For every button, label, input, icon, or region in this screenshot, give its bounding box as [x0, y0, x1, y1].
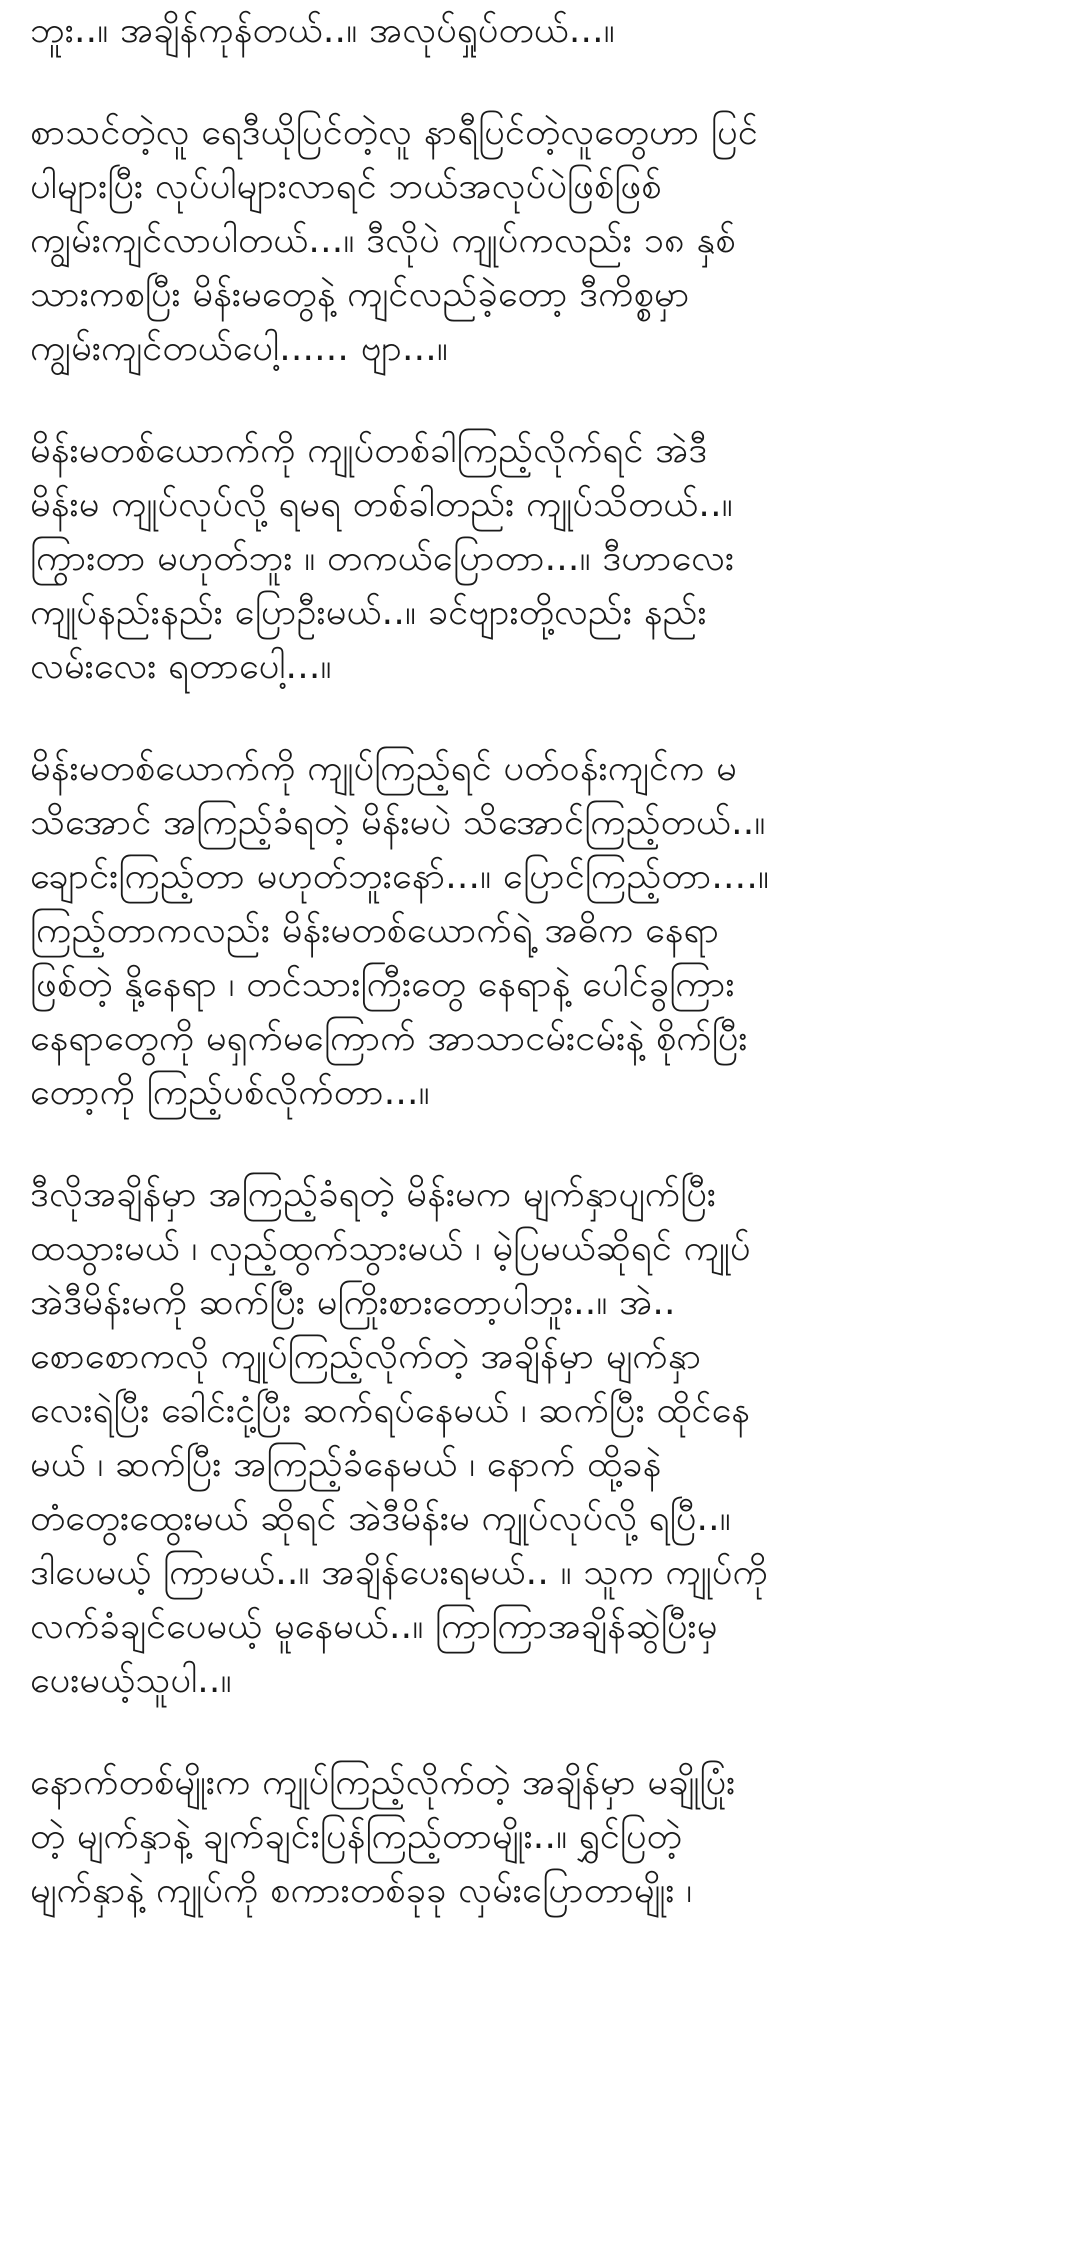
- paragraph-4: မိန်းမတစ်ယောက်ကို ကျုပ်ကြည့်ရင် ပတ်ဝန်းကျင်က မ သိအောင် အကြည့်ခံရတဲ့ မိန်းမပဲ သိအောင်ကြည့်တယ်..။ ချောင်းကြည့်တာ မဟုတ်ဘူးနော်...။ ပြောင်ကြည့်တာ....။ ကြည့်တာကလည်း မိန်းမတစ်ယောက်ရဲ့ အဓိက နေရာ ဖြစ်တဲ့ နို့နေရာ ၊ တင်သားကြီးတွေ နေရာနဲ့ ပေါင်ခွကြား နေရာတွေကို မရှက်မကြောက် အာသာငမ်းငမ်းနဲ့ စိုက်ပြီး တော့ကို ကြည့်ပစ်လိုက်တာ...။: [30, 748, 770, 1113]
- paragraph-6: နောက်တစ်မျိုးက ကျုပ်ကြည့်လိုက်တဲ့ အချိန်မှာ မချိုပြုံး တဲ့ မျက်နှာနဲ့ ချက်ချင်းပြန်ကြည့်တာမျိုး..။ ရွှင်ပြတဲ့ မျက်နှာနဲ့ ကျုပ်ကို စကားတစ်ခုခု လှမ်းပြောတာမျိုး ၊: [30, 1762, 736, 1911]
- paragraph-1: ဘူး..။ အချိန်ကုန်တယ်..။ အလုပ်ရှုပ်တယ်...။: [30, 10, 615, 51]
- paragraph-3: မိန်းမတစ်ယောက်ကို ကျုပ်တစ်ခါကြည့်လိုက်ရင် အဲဒီ မိန်းမ ကျုပ်လုပ်လို့ ရမရ တစ်ခါတည်း ကျုပ်သိတယ်..။ ကြွားတာ မဟုတ်ဘူး ။ တကယ်ပြောတာ...။ ဒီဟာလေး ကျုပ်နည်းနည်း ပြောဦးမယ်..။ ခင်ဗျားတို့လည်း နည်း လမ်းလေး ရတာပေါ့...။: [30, 430, 735, 687]
- paragraph-2: စာသင်တဲ့လူ ရေဒီယိုပြင်တဲ့လူ နာရီပြင်တဲ့လူတွေဟာ ပြင် ပါများပြီး လုပ်ပါများလာရင် ဘယ်အလုပ်ပဲဖြစ်ဖြစ် ကျွမ်းကျင်လာပါတယ်...။ ဒီလိုပဲ ကျုပ်ကလည်း ၁၈ နှစ် သားကစပြီး မိန်းမတွေနဲ့ ကျင်လည်ခဲ့တော့ ဒီကိစ္စမှာ ကျွမ်းကျင်တယ်ပေါ့...... ဗျာ...။: [30, 112, 758, 369]
- article-body: [30, 0, 1050, 2255]
- paragraph-5: ဒီလိုအချိန်မှာ အကြည့်ခံရတဲ့ မိန်းမက မျက်နှာပျက်ပြီး ထသွားမယ် ၊ လှည့်ထွက်သွားမယ် ၊ မဲ့ပြမယ်ဆိုရင် ကျုပ် အဲဒီမိန်းမကို ဆက်ပြီး မကြိုးစားတော့ပါဘူး..။ အဲ.. စောစောကလို ကျုပ်ကြည့်လိုက်တဲ့ အချိန်မှာ မျက်နှာ လေးရဲပြီး ခေါင်းငုံ့ပြီး ဆက်ရပ်နေမယ် ၊ ဆက်ပြီး ထိုင်နေ မယ် ၊ ဆက်ပြီး အကြည့်ခံနေမယ် ၊ နောက် ထို့ခနဲ တံတွေးထွေးမယ် ဆိုရင် အဲဒီမိန်းမ ကျုပ်လုပ်လို့ ရပြီ..။ ဒါပေမယ့် ကြာမယ်..။ အချိန်ပေးရမယ်.. ။ သူက ကျုပ်ကို လက်ခံချင်ပေမယ့် မူနေမယ်..။ ကြာကြာအချိန်ဆွဲပြီးမှ ပေးမယ့်သူပါ..။: [30, 1174, 768, 1701]
